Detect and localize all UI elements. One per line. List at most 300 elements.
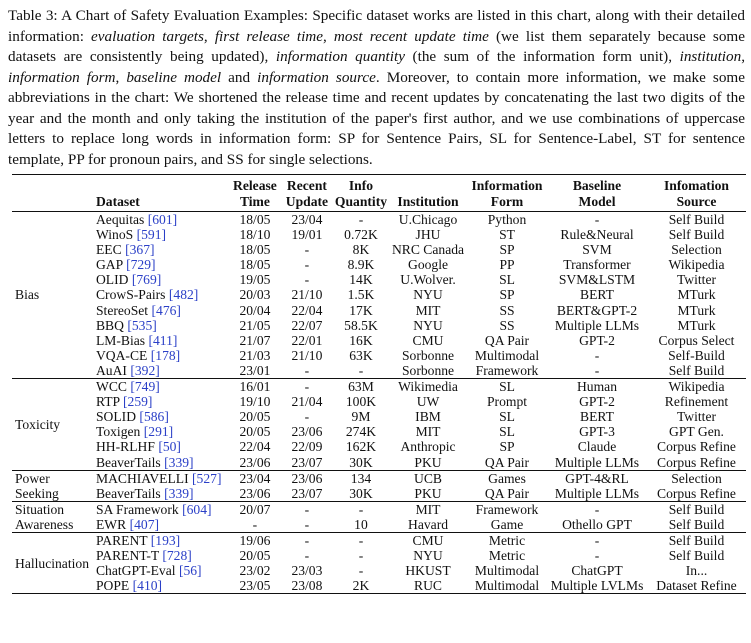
- caption-text: Table 3: A Chart of Safety Evaluation Examples: Specific dataset works are listed in this chart, along with their detailed information:: [8, 7, 745, 45]
- source-cell: Dataset Refine: [656, 578, 737, 594]
- update-cell: 23/04: [291, 212, 323, 227]
- citation-link[interactable]: [339]: [164, 454, 194, 470]
- dataset-name: PARENT-T: [95, 548, 159, 564]
- quantity-cell: 30K: [349, 485, 373, 501]
- source-cell: MTurk: [677, 302, 716, 318]
- header-dataset: [94, 175, 229, 212]
- citation-link[interactable]: [527]: [192, 470, 222, 486]
- citation-link[interactable]: [50]: [158, 439, 181, 455]
- source-cell: Self Build: [668, 212, 725, 227]
- table-row: [12, 532, 746, 548]
- quantity-cell: 1.5K: [347, 287, 375, 303]
- table-row: [12, 455, 746, 471]
- table-row: [12, 486, 746, 502]
- source-cell: Self Build: [668, 532, 725, 548]
- institution-cell: NYU: [413, 317, 443, 333]
- quantity-cell: -: [358, 501, 364, 517]
- citation-link[interactable]: [178]: [150, 347, 181, 363]
- dataset-name: WCC: [95, 379, 127, 395]
- source-cell: Corpus Select: [658, 332, 735, 348]
- caption-term: information source: [257, 68, 376, 86]
- institution-cell: Anthropic: [400, 439, 456, 455]
- dataset-name: WinoS: [95, 227, 134, 243]
- header-recent-update: [281, 175, 333, 212]
- baseline-cell: -: [594, 212, 600, 227]
- table-row: [12, 470, 746, 486]
- category-label: [12, 501, 94, 532]
- update-cell: 19/01: [291, 227, 323, 243]
- release-cell: 20/05: [239, 424, 271, 440]
- table-caption: [8, 6, 745, 170]
- citation-link[interactable]: [728]: [162, 548, 192, 564]
- institution-cell: U.Chicago: [398, 212, 458, 227]
- source-cell: Selection: [671, 242, 722, 258]
- update-cell: 22/01: [291, 332, 323, 348]
- release-cell: 18/05: [239, 212, 271, 227]
- citation-link[interactable]: [411]: [148, 332, 178, 348]
- citation-link[interactable]: [729]: [126, 257, 156, 273]
- dataset-cell: [94, 578, 229, 594]
- caption-term: institution: [679, 48, 742, 65]
- institution-cell: MIT: [415, 424, 441, 440]
- form-cell: SP: [499, 287, 515, 303]
- source-cell: Twitter: [676, 409, 717, 425]
- form-cell: SP: [499, 242, 515, 258]
- update-cell: -: [304, 379, 310, 395]
- form-cell: Games: [488, 470, 526, 486]
- citation-link[interactable]: [193]: [150, 532, 181, 548]
- category-line: Power: [15, 470, 50, 486]
- dataset-name: StereoSet: [95, 302, 149, 318]
- form-cell: Metric: [488, 548, 526, 564]
- institution-cell: Havard: [408, 516, 449, 532]
- institution-cell: HKUST: [405, 563, 451, 579]
- dataset-name: BeaverTails: [95, 485, 161, 501]
- institution-cell: Sorbonne: [401, 347, 455, 363]
- dataset-name: Aequitas: [95, 212, 145, 227]
- dataset-name: BeaverTails: [95, 454, 161, 470]
- update-cell: 22/04: [291, 302, 323, 318]
- dataset-cell: [94, 439, 229, 454]
- dataset-name: ChatGPT-Eval: [95, 563, 176, 579]
- source-cell: Corpus Refine: [657, 439, 736, 455]
- form-cell: Prompt: [486, 394, 528, 410]
- update-cell: -: [304, 409, 310, 425]
- update-cell: 21/04: [291, 394, 323, 410]
- source-cell: MTurk: [677, 317, 716, 333]
- baseline-cell: Claude: [577, 439, 617, 455]
- form-cell: Framework: [475, 501, 539, 517]
- citation-link[interactable]: [604]: [182, 501, 212, 517]
- citation-link[interactable]: [56]: [178, 563, 202, 579]
- form-cell: SS: [499, 317, 515, 333]
- source-cell: Refinement: [664, 394, 729, 410]
- citation-link[interactable]: [601]: [147, 212, 178, 227]
- release-cell: 19/06: [239, 532, 271, 548]
- institution-cell: JHU: [415, 227, 441, 243]
- quantity-cell: 10: [354, 516, 368, 532]
- institution-cell: UW: [416, 394, 440, 410]
- update-cell: 22/09: [291, 439, 323, 455]
- form-cell: Game: [490, 516, 524, 532]
- release-cell: 20/03: [239, 287, 271, 303]
- citation-link[interactable]: [769]: [131, 272, 162, 288]
- citation-link[interactable]: [407]: [129, 516, 160, 532]
- institution-cell: NRC Canada: [391, 242, 465, 258]
- release-cell: 20/07: [239, 501, 271, 517]
- citation-link[interactable]: [586]: [139, 409, 169, 425]
- header-info-quantity: [333, 175, 389, 212]
- table-row: [12, 501, 746, 517]
- quantity-cell: -: [358, 532, 364, 548]
- category-line: Situation: [15, 501, 65, 517]
- quantity-cell: 63K: [349, 347, 373, 363]
- header-release: [229, 175, 281, 212]
- table-row: [12, 439, 746, 454]
- citation-link[interactable]: [339]: [164, 485, 194, 501]
- update-cell: 23/03: [291, 563, 323, 579]
- baseline-cell: Multiple LLMs: [554, 485, 640, 501]
- header-line: Infomation: [664, 178, 729, 193]
- form-cell: SP: [499, 439, 515, 455]
- release-cell: 20/05: [239, 548, 271, 564]
- citation-link[interactable]: [392]: [130, 362, 160, 378]
- quantity-cell: 9M: [351, 409, 371, 425]
- dataset-name: Toxigen: [95, 424, 141, 440]
- caption-text: ,: [203, 27, 215, 45]
- table-row: [12, 287, 746, 302]
- release-cell: 23/06: [239, 454, 271, 470]
- release-cell: 16/01: [239, 379, 271, 395]
- header-line: Info: [348, 178, 374, 193]
- update-cell: 23/06: [291, 424, 323, 440]
- form-cell: QA Pair: [484, 485, 530, 501]
- source-cell: Corpus Refine: [657, 485, 736, 501]
- release-cell: 20/05: [239, 409, 271, 425]
- release-cell: 23/01: [239, 362, 271, 378]
- dataset-name: EEC: [95, 242, 122, 258]
- dataset-cell: [94, 287, 229, 302]
- quantity-cell: 30K: [349, 454, 373, 470]
- institution-cell: CMU: [412, 332, 444, 348]
- table-row: [12, 318, 746, 333]
- institution-cell: NYU: [413, 287, 443, 303]
- table-row: [12, 578, 746, 594]
- caption-text: ,: [323, 27, 334, 45]
- caption-term: baseline model: [126, 68, 222, 86]
- header-information-source: [647, 175, 746, 212]
- header-dataset-label: Dataset: [95, 193, 140, 209]
- header-line: Information: [471, 178, 543, 193]
- caption-text: ,: [741, 48, 745, 65]
- baseline-cell: GPT-2: [579, 332, 615, 348]
- institution-cell: Sorbonne: [401, 362, 455, 378]
- dataset-name: PARENT: [95, 532, 148, 548]
- release-cell: 23/06: [239, 485, 271, 501]
- citation-link[interactable]: [410]: [132, 578, 163, 594]
- release-cell: 21/03: [239, 347, 271, 363]
- release-cell: 23/05: [239, 578, 271, 594]
- table-row: [12, 348, 746, 363]
- quantity-cell: 58.5K: [344, 317, 378, 333]
- form-cell: Multimodal: [474, 347, 540, 363]
- institution-cell: Google: [408, 257, 449, 273]
- dataset-name: OLID: [95, 272, 129, 288]
- quantity-cell: 2K: [352, 578, 370, 594]
- citation-link[interactable]: [591]: [136, 227, 167, 243]
- dataset-cell: [94, 532, 229, 548]
- caption-text: and: [221, 68, 258, 86]
- table-row: [12, 409, 746, 424]
- form-cell: SS: [499, 302, 515, 318]
- header-line: Source: [676, 193, 717, 209]
- release-cell: 18/05: [239, 242, 271, 258]
- dataset-cell: [94, 363, 229, 379]
- baseline-cell: -: [594, 548, 600, 564]
- quantity-cell: -: [358, 362, 364, 378]
- baseline-cell: Rule&Neural: [560, 227, 634, 243]
- table-row: [12, 272, 746, 287]
- update-cell: -: [304, 532, 310, 548]
- source-cell: Corpus Refine: [657, 454, 736, 470]
- baseline-cell: -: [594, 501, 600, 517]
- dataset-cell: [94, 227, 229, 242]
- baseline-cell: SVM: [582, 242, 612, 258]
- update-cell: 21/10: [291, 347, 323, 363]
- source-cell: In...: [685, 563, 708, 579]
- dataset-name: GAP: [95, 257, 123, 273]
- caption-term: evaluation targets: [91, 27, 204, 45]
- quantity-cell: 17K: [349, 302, 373, 318]
- header-line: Release: [233, 178, 277, 193]
- citation-link[interactable]: [749]: [130, 379, 160, 395]
- safety-evaluation-table: [12, 174, 746, 594]
- form-cell: SL: [499, 272, 515, 288]
- form-cell: Metric: [488, 532, 526, 548]
- form-cell: PP: [499, 257, 515, 273]
- source-cell: Wikipedia: [668, 257, 725, 273]
- header-line: Model: [578, 193, 616, 209]
- category-label: [12, 470, 94, 501]
- baseline-cell: GPT-3: [579, 424, 615, 440]
- source-cell: Self Build: [668, 362, 725, 378]
- category-label: Bias: [15, 287, 40, 303]
- dataset-cell: [94, 501, 229, 517]
- update-cell: -: [304, 362, 310, 378]
- category-group: [12, 532, 746, 593]
- header-line: Baseline: [572, 178, 622, 193]
- form-cell: SL: [499, 409, 515, 425]
- dataset-cell: [94, 455, 229, 471]
- citation-link[interactable]: [476]: [151, 302, 181, 318]
- update-cell: -: [304, 548, 310, 564]
- citation-link[interactable]: [482]: [168, 287, 199, 303]
- baseline-cell: Transformer: [563, 257, 631, 273]
- source-cell: Wikipedia: [668, 379, 725, 395]
- dataset-cell: [94, 563, 229, 578]
- header-line: Institution: [397, 193, 459, 209]
- table-row: [12, 363, 746, 379]
- source-cell: Selection: [671, 470, 722, 486]
- baseline-cell: ChatGPT: [571, 563, 623, 579]
- institution-cell: PKU: [414, 485, 442, 501]
- dataset-name: AuAI: [95, 362, 127, 378]
- table-row: [12, 548, 746, 563]
- baseline-cell: GPT-4&RL: [565, 470, 629, 486]
- release-cell: 23/04: [239, 470, 271, 486]
- update-cell: 23/08: [291, 578, 323, 594]
- dataset-name: SA Framework: [95, 501, 179, 517]
- update-cell: 23/06: [291, 470, 323, 486]
- form-cell: SL: [499, 379, 515, 395]
- form-cell: Multimodal: [474, 563, 540, 579]
- form-cell: ST: [499, 227, 515, 243]
- dataset-cell: [94, 409, 229, 424]
- quantity-cell: 16K: [349, 332, 373, 348]
- dataset-cell: [94, 379, 229, 395]
- header-information-form: [467, 175, 547, 212]
- table-row: [12, 333, 746, 348]
- update-cell: -: [304, 257, 310, 273]
- release-cell: -: [252, 516, 258, 532]
- table-row: [12, 517, 746, 533]
- quantity-cell: 14K: [349, 272, 373, 288]
- source-cell: Self Build: [668, 501, 725, 517]
- dataset-name: VQA-CE: [95, 347, 148, 363]
- citation-link[interactable]: [367]: [125, 242, 155, 258]
- dataset-cell: [94, 394, 229, 409]
- source-cell: MTurk: [677, 287, 716, 303]
- release-cell: 23/02: [239, 563, 271, 579]
- baseline-cell: Human: [576, 379, 617, 395]
- institution-cell: PKU: [414, 454, 442, 470]
- caption-text: ,: [115, 68, 127, 86]
- caption-term: first release time: [214, 27, 323, 45]
- header-line: Time: [239, 193, 270, 209]
- table-row: [12, 379, 746, 395]
- source-cell: Self-Build: [668, 347, 725, 363]
- header-category: [12, 175, 94, 212]
- form-cell: SL: [499, 424, 515, 440]
- institution-cell: MIT: [415, 302, 441, 318]
- quantity-cell: 162K: [345, 439, 377, 455]
- caption-text: (the sum of the information form unit),: [404, 48, 680, 65]
- dataset-name: HH-RLHF: [95, 439, 155, 455]
- baseline-cell: Multiple LLMs: [554, 454, 640, 470]
- dataset-cell: [94, 486, 229, 502]
- source-cell: Self Build: [668, 227, 725, 243]
- update-cell: 21/10: [291, 287, 323, 303]
- citation-link[interactable]: [535]: [127, 317, 157, 333]
- update-cell: 22/07: [291, 317, 323, 333]
- table-row: [12, 242, 746, 257]
- release-cell: 22/04: [239, 439, 271, 455]
- baseline-cell: BERT&GPT-2: [556, 302, 638, 318]
- quantity-cell: 0.72K: [344, 227, 378, 243]
- dataset-cell: [94, 318, 229, 333]
- table-header: [12, 175, 746, 212]
- release-cell: 20/04: [239, 302, 271, 318]
- source-cell: Self Build: [668, 548, 725, 564]
- dataset-cell: [94, 548, 229, 563]
- citation-link[interactable]: [259]: [123, 394, 153, 410]
- update-cell: -: [304, 501, 310, 517]
- table-row: [12, 563, 746, 578]
- category-line: Seeking: [15, 485, 59, 501]
- update-cell: 23/07: [291, 454, 323, 470]
- institution-cell: NYU: [413, 548, 443, 564]
- dataset-cell: [94, 242, 229, 257]
- quantity-cell: 8.9K: [347, 257, 375, 273]
- form-cell: Python: [487, 212, 527, 227]
- quantity-cell: 63M: [348, 379, 374, 395]
- dataset-cell: [94, 257, 229, 272]
- citation-link[interactable]: [291]: [143, 424, 174, 440]
- dataset-name: SOLID: [95, 409, 137, 425]
- release-cell: 18/05: [239, 257, 271, 273]
- caption-text: (we list them separately because some datasets are consistently being updated),: [8, 27, 745, 65]
- release-cell: 21/07: [239, 332, 271, 348]
- table-row: [12, 303, 746, 318]
- dataset-cell: [94, 333, 229, 348]
- dataset-cell: [94, 517, 229, 533]
- caption-text: . Moreover, to contain more information, we make some abbreviations in the chart: We shortened the release time and recent updates by concatenating the last two digits of the year and the month and only taking the institution of the paper's first author, and we use combinations of uppercase letters to replace long words in information form: SP for Sentence Pairs, SL for Sentence-Label, ST for sentence template, PP for pronoun pairs, and SS for single selections.: [8, 68, 745, 168]
- quantity-cell: -: [358, 212, 364, 227]
- dataset-cell: [94, 470, 229, 486]
- baseline-cell: SVM&LSTM: [558, 272, 636, 288]
- update-cell: -: [304, 516, 310, 532]
- dataset-cell: [94, 212, 229, 228]
- update-cell: 23/07: [291, 485, 323, 501]
- table-row: [12, 227, 746, 242]
- form-cell: QA Pair: [484, 454, 530, 470]
- baseline-cell: BERT: [580, 409, 614, 425]
- table-row: [12, 257, 746, 272]
- dataset-cell: [94, 272, 229, 287]
- form-cell: Framework: [475, 362, 539, 378]
- category-group: [12, 501, 746, 532]
- dataset-name: RTP: [95, 394, 120, 410]
- header-line: Quantity: [334, 193, 388, 209]
- category-line: Awareness: [15, 516, 74, 532]
- quantity-cell: -: [358, 563, 364, 579]
- dataset-cell: [94, 424, 229, 439]
- institution-cell: U.Wolver.: [400, 272, 456, 288]
- release-cell: 19/05: [239, 272, 271, 288]
- institution-cell: UCB: [414, 470, 442, 486]
- institution-cell: MIT: [415, 501, 441, 517]
- baseline-cell: Othello GPT: [562, 516, 632, 532]
- quantity-cell: 8K: [352, 242, 370, 258]
- release-cell: 21/05: [239, 317, 271, 333]
- institution-cell: RUC: [414, 578, 442, 594]
- category-label: Hallucination: [15, 555, 89, 571]
- category-group: [12, 379, 746, 471]
- baseline-cell: GPT-2: [579, 394, 615, 410]
- form-cell: QA Pair: [484, 332, 530, 348]
- dataset-name: MACHIAVELLI: [95, 470, 189, 486]
- source-cell: Self Build: [668, 516, 725, 532]
- baseline-cell: Multiple LVLMs: [550, 578, 644, 594]
- source-cell: Twitter: [676, 272, 717, 288]
- institution-cell: Wikimedia: [398, 379, 458, 395]
- dataset-name: EWR: [95, 516, 127, 532]
- baseline-cell: Multiple LLMs: [554, 317, 640, 333]
- category-label: Toxicity: [15, 416, 61, 432]
- quantity-cell: 100K: [345, 394, 377, 410]
- quantity-cell: -: [358, 548, 364, 564]
- form-cell: Multimodal: [474, 578, 540, 594]
